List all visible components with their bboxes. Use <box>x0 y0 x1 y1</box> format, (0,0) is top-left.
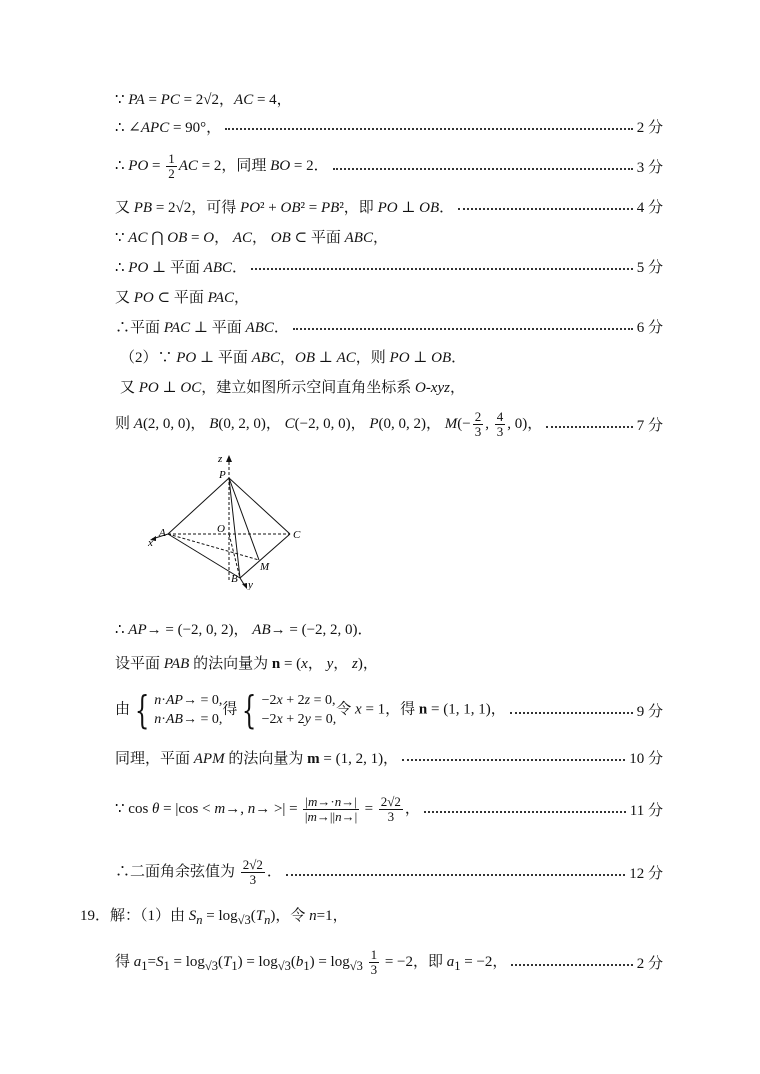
score-label: 5 分 <box>636 259 663 276</box>
pyramid-figure <box>140 450 320 590</box>
dot-leader <box>293 328 633 330</box>
score-label: 12 分 <box>629 865 663 882</box>
label-P: P <box>219 469 226 481</box>
dot-leader <box>510 712 633 714</box>
proof-line-14: 由 { n·AP→ = 0, n·AB→ = 0, 得 { −2x + 2z = 0, −2x + 2y = 0, 令 x = 1，得 n = (1, 1, 1)， 9 分 <box>115 688 663 732</box>
proof-line-8: ∴平面 PAC ⊥ 平面 ABC． 6 分 <box>115 315 663 337</box>
label-x: x <box>148 537 153 549</box>
proof-line-7: 又 PO ⊂ 平面 PAC， <box>115 289 250 306</box>
score-label: 2 分 <box>636 955 663 972</box>
score-label: 3 分 <box>636 159 663 176</box>
score-label: 2 分 <box>636 119 663 136</box>
proof-line-19: 得 $a_1=S_1 = \log_{√3}(T_1) = \log_{√3}(b_1) = \log_{√3}$ $\frac{1}{3}$ = −2，即 $a_1 = -2$， 2 分 <box>115 946 663 977</box>
proof-line-2: ∴ ∠APC = 90°， 2 分 <box>115 115 663 137</box>
proof-line-16: ∵ cos θ = |cos < m→, n→ >| = $\frac{|m\to\cdot n\to|}{|m\to||n\to|}$ = $\frac{2√2}{3}$ ， 11 分 <box>115 793 663 824</box>
proof-line-5: ∵ AC ⋂ OB = O， AC， OB ⊂ 平面 ABC， <box>115 229 388 246</box>
proof-line-6: ∴ PO ⊥ 平面 ABC． 5 分 <box>115 255 663 277</box>
proof-line-4: 又 PB = 2√2，可得 PO² + OB² = PB²，即 PO ⊥ OB． 4 分 <box>115 195 663 217</box>
label-M: M <box>260 561 270 573</box>
proof-line-3: ∴ PO = $\frac{1}{2}$ AC = 2，同理 BO = 2． 3 分 <box>115 150 663 181</box>
proof-line-18: 19．解：（1）由 $S_n = \log_{√3}(T_n)$，令 n=1， <box>80 908 348 927</box>
dot-leader <box>333 168 633 170</box>
proof-line-9: （2）∵ PO ⊥ 平面 ABC，OB ⊥ AC，则 PO ⊥ OB． <box>120 349 467 366</box>
dot-leader <box>286 874 625 876</box>
proof-line-13: 设平面 PAB 的法向量为 n = (x， y， z)， <box>115 655 378 672</box>
label-z: z <box>218 453 223 465</box>
label-A: A <box>159 527 166 539</box>
score-label: 7 分 <box>636 417 663 434</box>
score-label: 9 分 <box>636 703 663 720</box>
label-C: C <box>293 529 301 541</box>
score-label: 11 分 <box>629 802 663 819</box>
dot-leader <box>402 759 625 761</box>
dot-leader <box>546 426 633 428</box>
dot-leader <box>458 208 633 210</box>
label-B: B <box>231 573 238 585</box>
proof-line-1: ∵ PA = PC = 2√2，AC = 4， <box>115 91 292 108</box>
proof-line-12: ∴ AP→ = (−2, 0, 2)， AB→ = (−2, 2, 0)． <box>115 621 373 638</box>
label-y: y <box>248 579 253 590</box>
dot-leader <box>225 128 633 130</box>
dot-leader <box>424 811 626 813</box>
proof-line-17: ∴二面角余弦值为 $\frac{2√2}{3}$ ． 12 分 <box>115 856 663 887</box>
proof-line-15: 同理，平面 APM 的法向量为 m = (1, 2, 1)， 10 分 <box>115 746 663 768</box>
dot-leader <box>511 964 632 966</box>
proof-line-11: 则 A(2, 0, 0)， B(0, 2, 0)， C(−2, 0, 0)， P(0, 0, 2)， M(− $\frac{2}{3}$ , $\frac{4}{3}$ , 0)， 7 分 <box>115 408 663 439</box>
score-label: 6 分 <box>636 319 663 336</box>
score-label: 10 分 <box>629 750 663 767</box>
proof-line-10: 又 PO ⊥ OC，建立如图所示空间直角坐标系 O-xyz， <box>120 379 465 396</box>
label-O: O <box>217 523 225 535</box>
score-label: 4 分 <box>636 199 663 216</box>
dot-leader <box>251 268 633 270</box>
